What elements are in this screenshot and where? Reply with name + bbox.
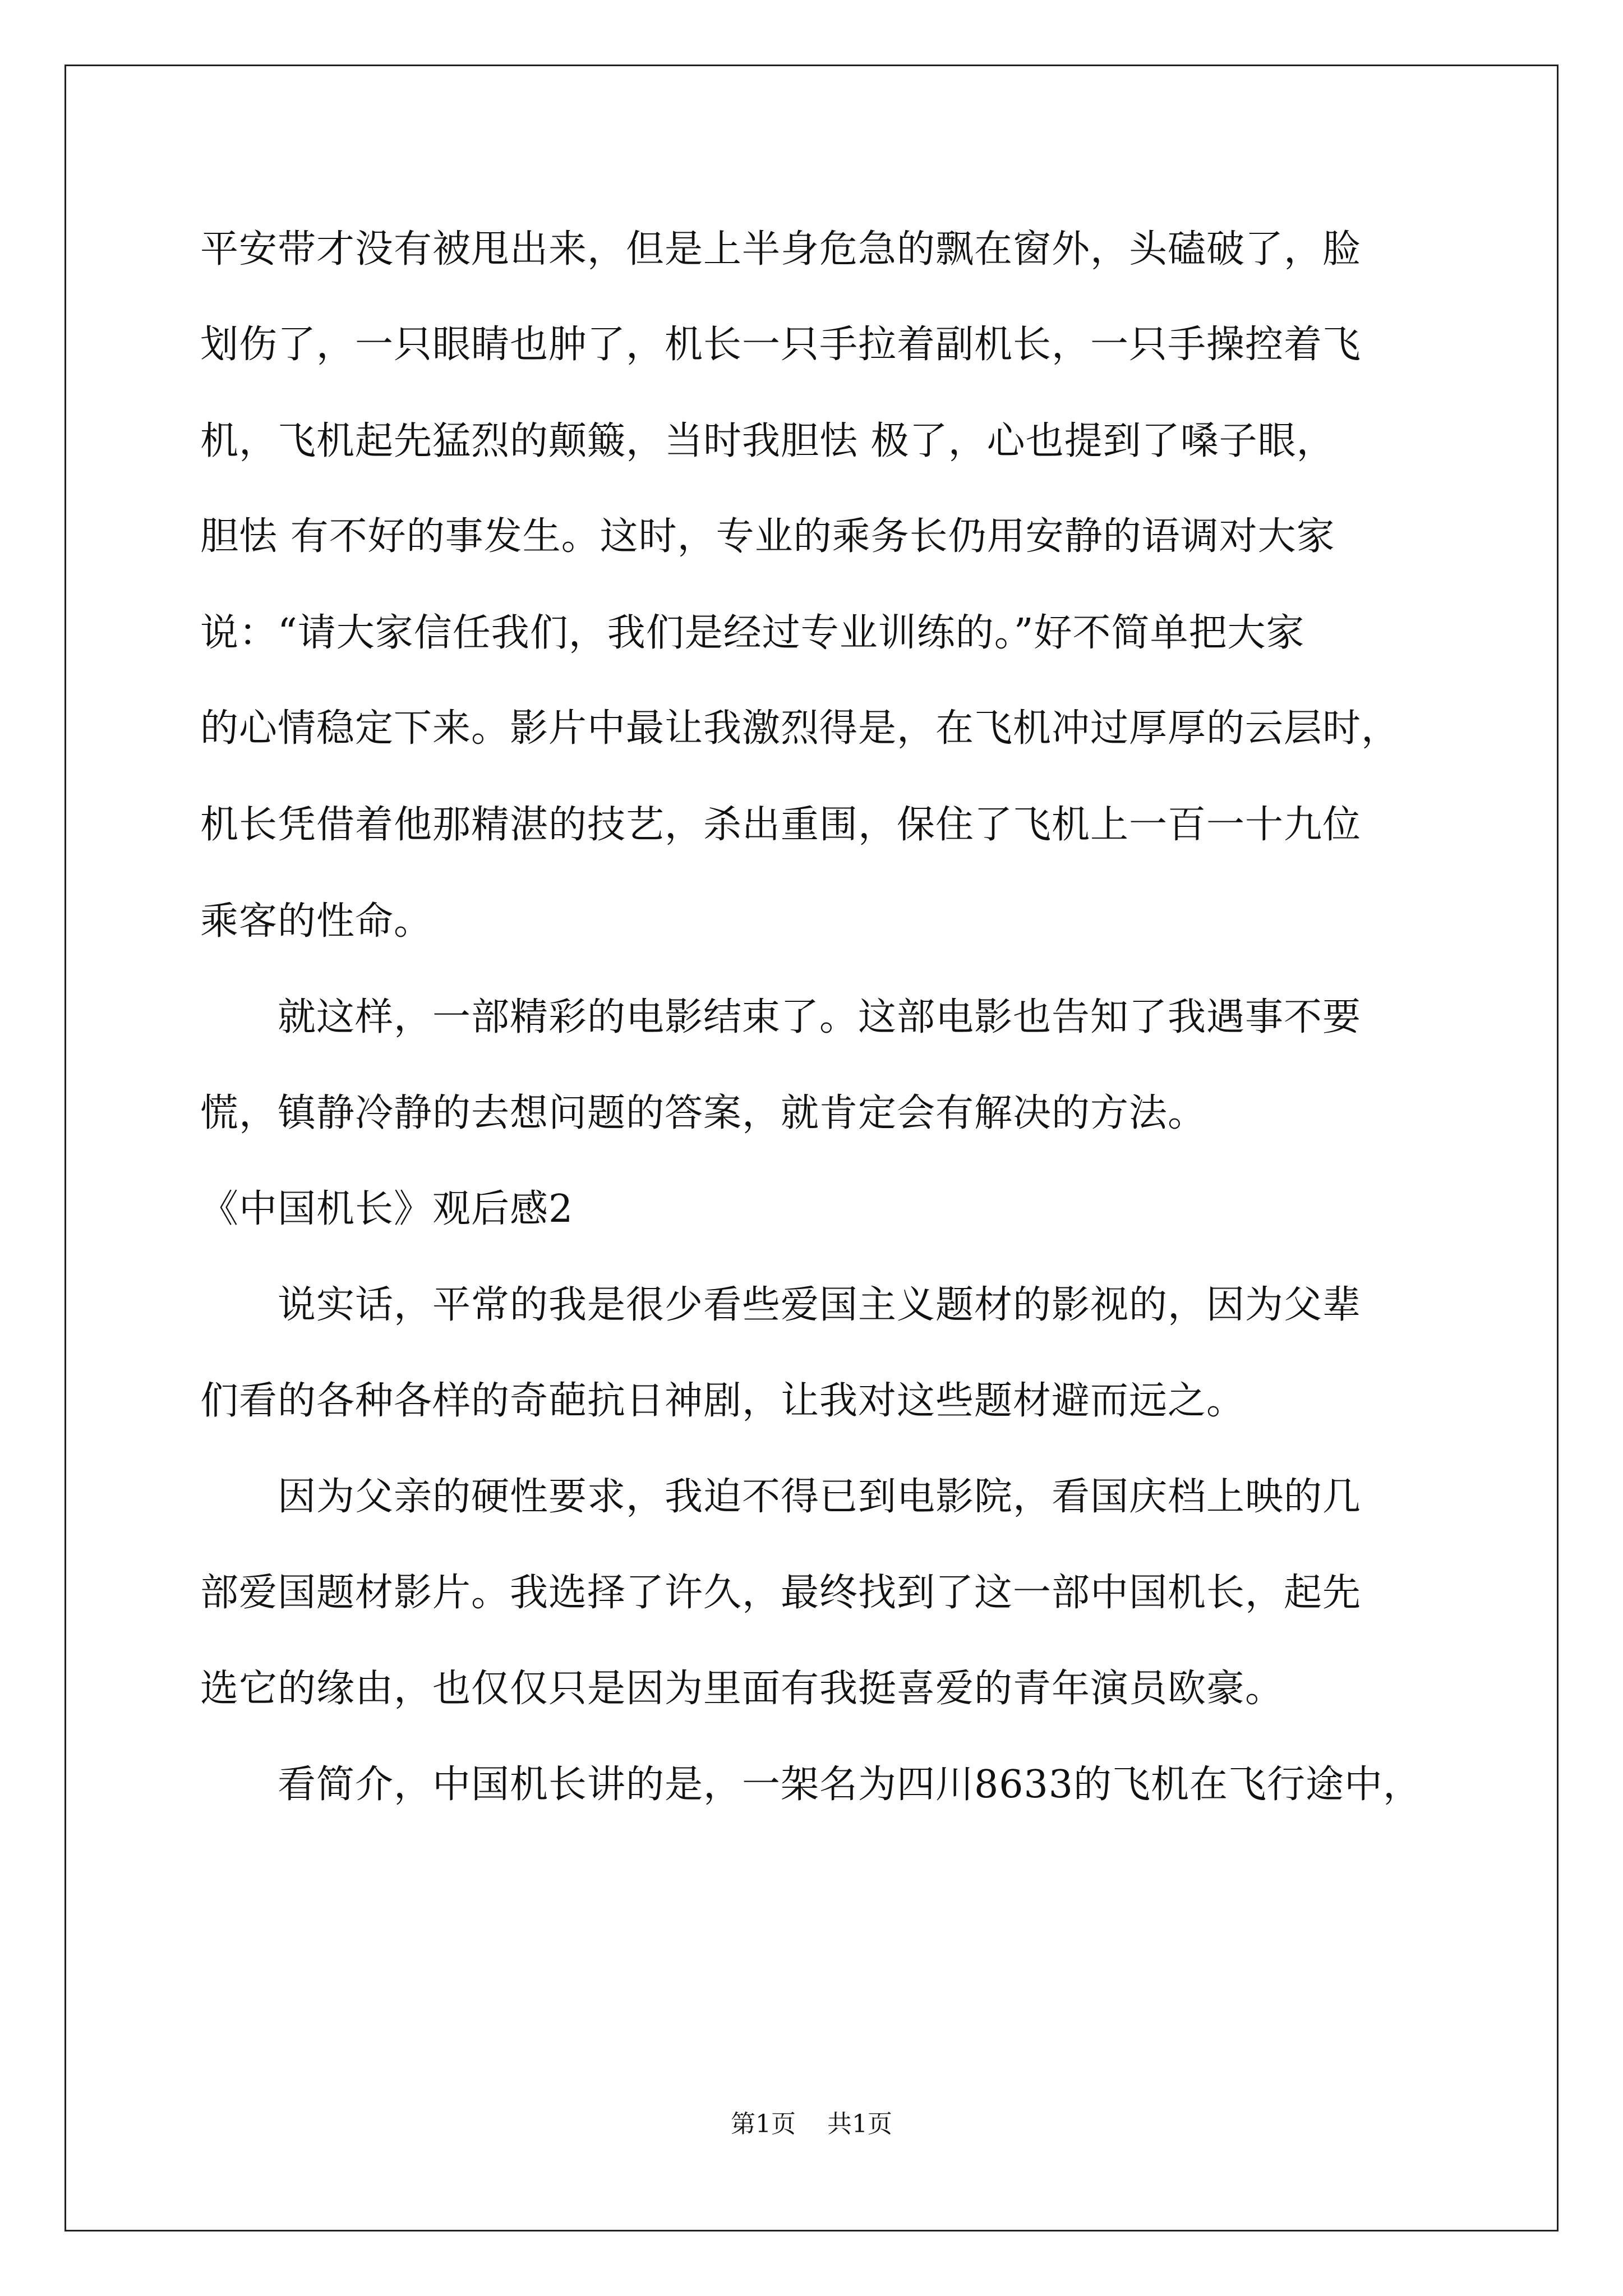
text-line: 说：“请大家信任我们，我们是经过专业训练的。”好不简单把大家	[200, 611, 1305, 655]
text-line: 就这样，一部精彩的电影结束了。这部电影也告知了我遇事不要	[200, 995, 1362, 1039]
text-line: 平安带才没有被甩出来，但是上半身危急的飘在窗外，头磕破了，脸	[200, 227, 1362, 272]
page-footer: 第1页 共1页	[731, 2110, 892, 2138]
text-line: 看简介，中国机长讲的是，一架名为四川8633的飞机在飞行途中，	[200, 1763, 1422, 1807]
text-line: 乘客的性命。	[200, 899, 433, 944]
text-line: 胆怯 有不好的事发生。这时，专业的乘务长仍用安静的语调对大家	[200, 514, 1335, 559]
text-line: 们看的各种各样的奇葩抗日神剧，让我对这些题材避而远之。	[200, 1379, 1246, 1423]
text-line: 因为父亲的硬性要求，我迫不得已到电影院，看国庆档上映的几	[200, 1475, 1362, 1519]
text-line: 的心情稳定下来。影片中最让我激烈得是，在飞机冲过厚厚的云层时，	[200, 706, 1400, 751]
text-line: 说实话，平常的我是很少看些爱国主义题材的影视的，因为父辈	[200, 1283, 1362, 1327]
section-heading: 《中国机长》观后感2	[200, 1187, 574, 1231]
text-line: 慌，镇静冷静的去想问题的答案，就肯定会有解决的方法。	[200, 1091, 1207, 1135]
page-border	[64, 65, 1559, 2231]
text-line: 部爱国题材影片。我选择了许久，最终找到了这一部中国机长，起先	[200, 1571, 1362, 1615]
text-line: 划伤了，一只眼睛也肿了，机长一只手拉着副机长，一只手操控着飞	[200, 323, 1362, 367]
text-line: 机，飞机起先猛烈的颠簸，当时我胆怯 极了，心也提到了嗓子眼，	[200, 419, 1335, 463]
text-line: 机长凭借着他那精湛的技艺，杀出重围，保住了飞机上一百一十九位	[200, 803, 1362, 847]
text-line: 选它的缘由，也仅仅只是因为里面有我挺喜爱的青年演员欧豪。	[200, 1667, 1284, 1711]
